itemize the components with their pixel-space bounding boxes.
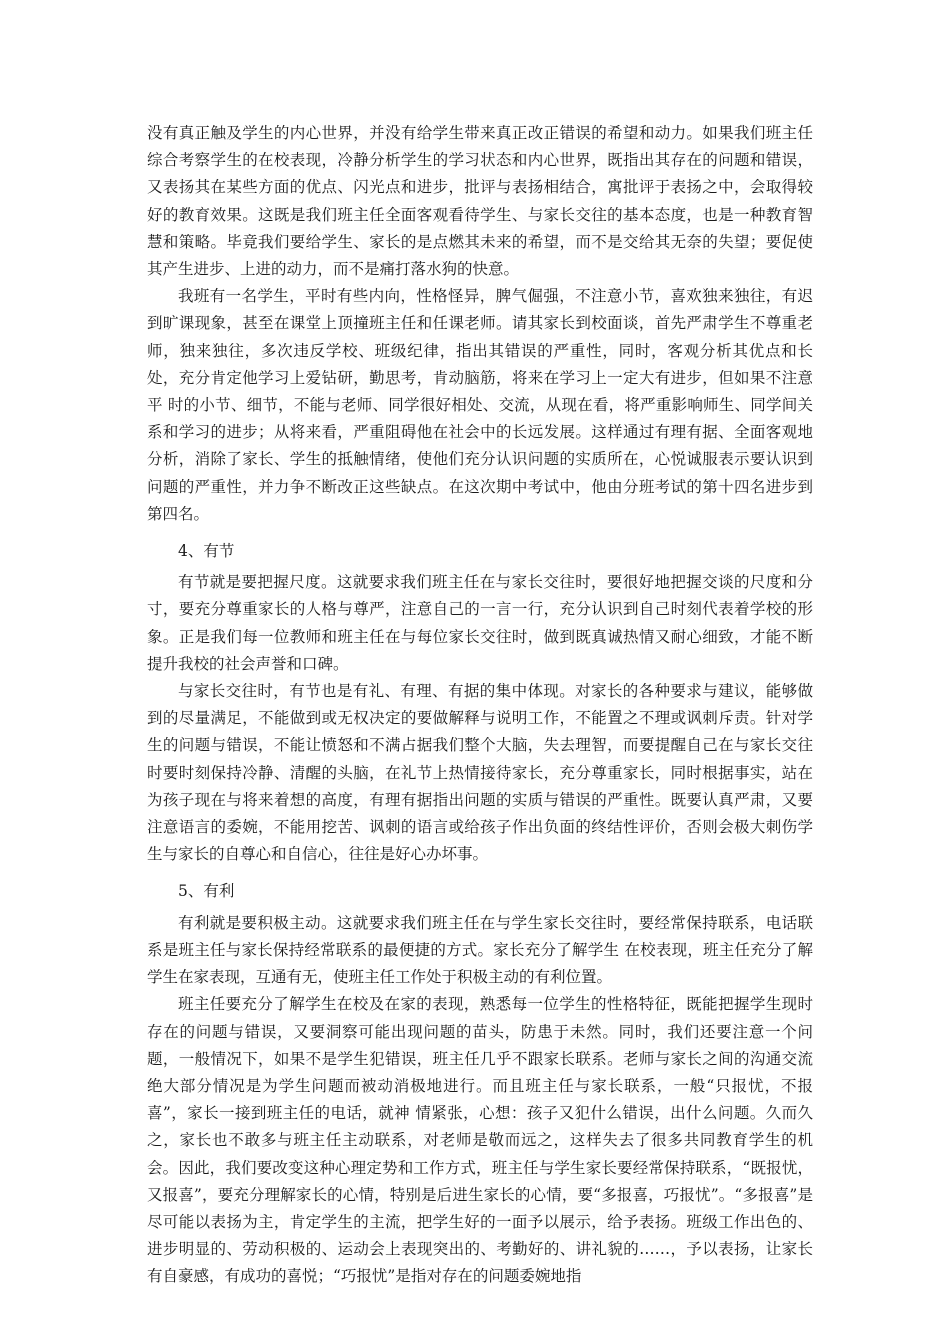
paragraph-youjie-definition: 有节就是要把握尺度。这就要求我们班主任在与家长交往时，要很好地把握交谈的尺度和分寸，要充分尊重家长的人格与尊严，注意自己的一言一行，充分认识到自己时刻代表着学校的形象。正是我们每一位教师和班主任在与每位家长交往时，做到既真诚热情又耐心细致，才能不断提升我校的社会声誉和口碑。 [147, 573, 813, 673]
paragraph-student-example: 我班有一名学生，平时有些内向，性格怪异，脾气倔强，不注意小节，喜欢独来独往，有迟到旷课现象，甚至在课堂上顶撞班主任和任课老师。请其家长到校面谈，首先严肃学生不尊重老师，独来独往，多次违反学校、班级纪律，指出其错误的严重性，同时，客观分析其优点和长处，充分肯定他学习上爱钻研，勤思考，肯动脑筋，将来在学习上一定大有进步，但如果不注意平 时的小节、细节，不能与老师、同学很好相处、交流，从现在看，将严重影响师生、同学间关系和学习的进步；从将来看，严重阻碍他在社会中的长远发展。这样通过有理有据、全面客观地分析，消除了家长、学生的抵触情绪，使他们充分认识问题的实质所在，心悦诚服表示要认识到问题的严重性，并力争不断改正这些缺点。在这次期中考试中，他由分班考试的第十四名进步到第四名。 [147, 287, 813, 523]
section-heading-youjie: 4、有节 [178, 542, 235, 561]
paragraph-youli-definition: 有利就是要积极主动。这就要求我们班主任在与学生家长交往时，要经常保持联系，电话联系是班主任与家长保持经常联系的最便捷的方式。家长充分了解学生 在校表现，班主任充分了解学生在家表现，互通有无，使班主任工作处于积极主动的有利位置。 [147, 913, 813, 987]
paragraph-youli-communication: 班主任要充分了解学生在校及在家的表现，熟悉每一位学生的性格特征，既能把握学生现时存在的问题与错误，又要洞察可能出现问题的苗头，防患于未然。同时，我们还要注意一个问题，一般情况下，如果不是学生犯错误，班主任几乎不跟家长联系。老师与家长之间的沟通交流绝大部分情况是为学生问题而被动消极地进行。而且班主任与家长联系，一般“只报忧，不报喜”，家长一接到班主任的电话，就神 情紧张，心想：孩子又犯什么错误，出什么问题。久而久之，家长也不敢多与班主任主动联系，对老师是敬而远之，这样失去了很多共同教育学生的机会。因此，我们要改变这种心理定势和工作方式，班主任与学生家长要经常保持联系，“既报忧，又报喜”，要充分理解家长的心情，特别是后进生家长的心情，要“多报喜，巧报忧”。“多报喜”是尽可能以表扬为主，肯定学生的主流，把学生好的一面予以展示，给予表扬。班级工作出色的、进步明显的、劳动积极的、运动会上表现突出的、考勤好的、讲礼貌的……，予以表扬，让家长有自豪感，有成功的喜悦；“巧报忧”是指对存在的问题委婉地指 [147, 995, 813, 1286]
document-page [147, 120, 813, 1291]
paragraph-criticism-praise: 没有真正触及学生的内心世界，并没有给学生带来真正改正错误的希望和动力。如果我们班主任综合考察学生的在校表现，冷静分析学生的学习状态和内心世界，既指出其存在的问题和错误，又表扬其在某些方面的优点、闪光点和进步，批评与表扬相结合，寓批评于表扬之中，会取得较好的教育效果。这既是我们班主任全面客观看待学生、与家长交往的基本态度，也是一种教育智慧和策略。毕竟我们要给学生、家长的是点燃其未来的希望，而不是交给其无奈的失望；要促使其产生进步、上进的动力，而不是痛打落水狗的快意。 [147, 124, 813, 279]
paragraph-youjie-manners: 与家长交往时，有节也是有礼、有理、有据的集中体现。对家长的各种要求与建议，能够做到的尽量满足，不能做到或无权决定的要做解释与说明工作，不能置之不理或讽刺斥责。针对学生的问题与错误，不能让愤怒和不满占据我们整个大脑，失去理智，而要提醒自己在与家长交往时要时刻保持冷静、清醒的头脑，在礼节上热情接待家长，充分尊重家长，同时根据事实，站在为孩子现在与将来着想的高度，有理有据指出问题的实质与错误的严重性。既要认真严肃，又要注意语言的委婉，不能用挖苦、讽刺的语言或给孩子作出负面的终结性评价，否则会极大刺伤学生与家长的自尊心和自信心，往往是好心办坏事。 [147, 682, 813, 864]
section-heading-youli: 5、有利 [178, 882, 235, 901]
